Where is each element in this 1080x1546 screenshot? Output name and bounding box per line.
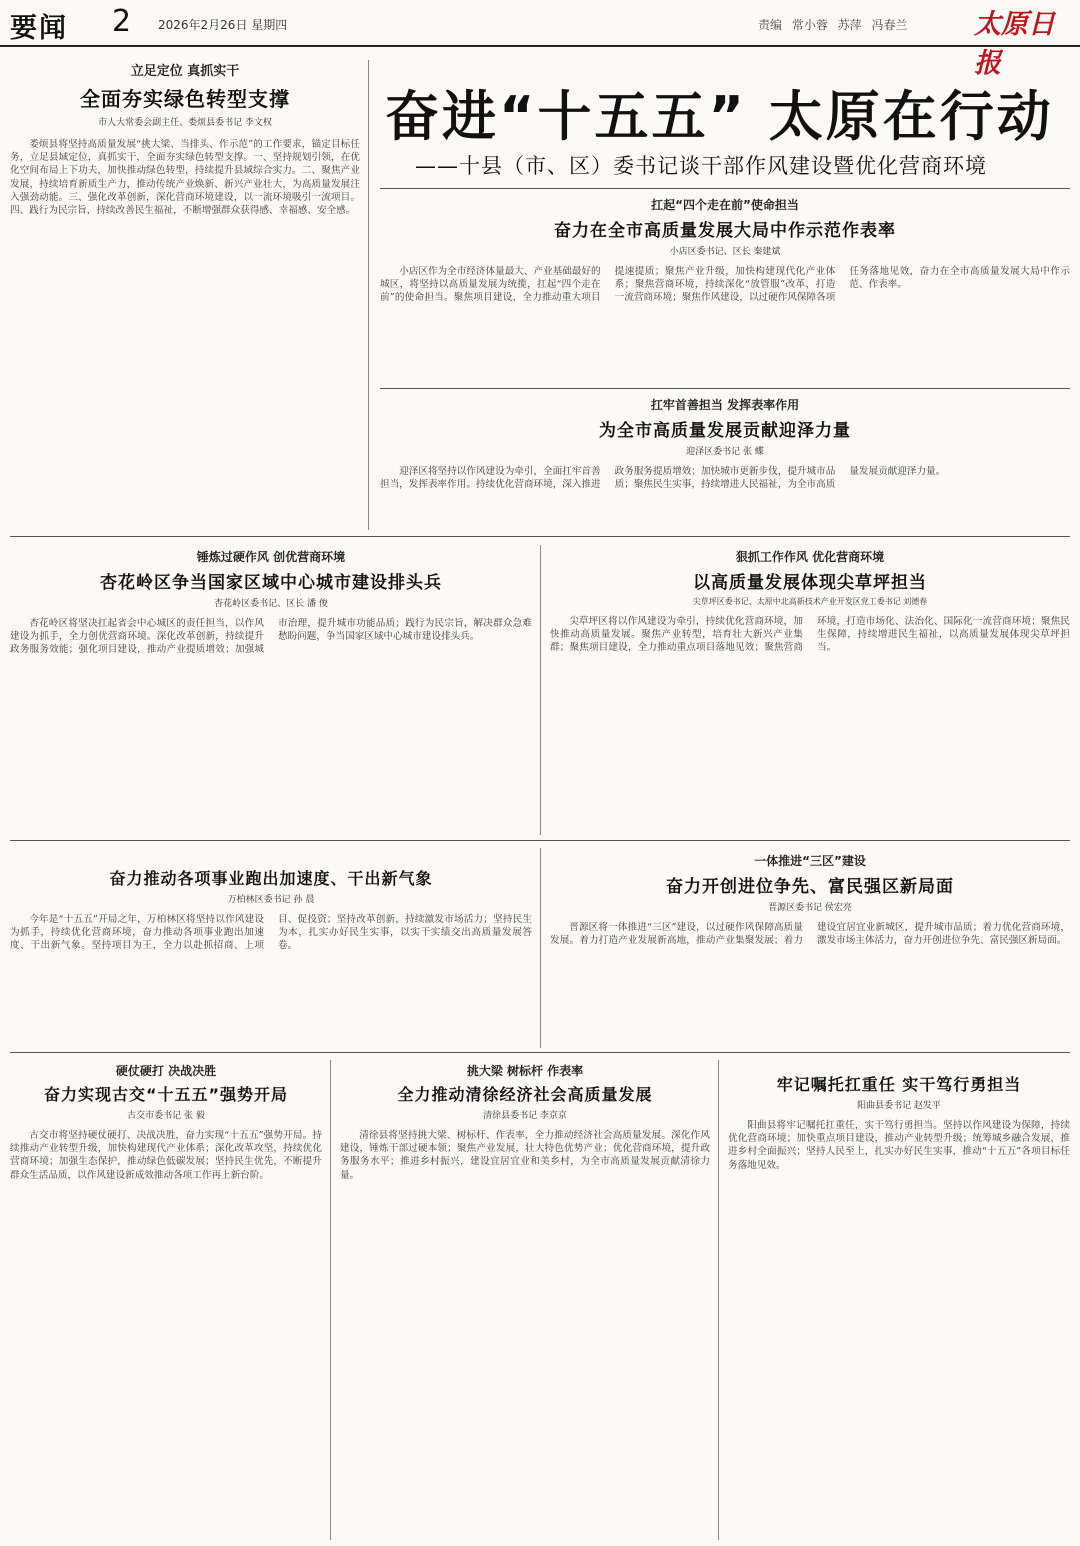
article-byline: 古交市委书记 张 毅 [127, 1111, 205, 1121]
article-kicker: 狠抓工作作风 优化营商环境 [735, 550, 885, 564]
article-headline: 牢记嘱托扛重任 实干笃行勇担当 [776, 1075, 1022, 1094]
column-divider [368, 60, 369, 530]
article-headline: 杏花岭区争当国家区域中心城市建设排头兵 [100, 573, 442, 593]
article-headline: 为全市高质量发展贡献迎泽力量 [599, 421, 851, 441]
article-byline: 杏花岭区委书记、区长 潘 俊 [214, 599, 328, 609]
column-divider [330, 1060, 331, 1540]
article-kicker: 一体推进“三区”建设 [754, 854, 866, 868]
section-divider [380, 188, 1070, 189]
article-byline: 晋源区委书记 侯宏亮 [768, 903, 852, 913]
article-kicker: 扛起“四个走在前”使命担当 [651, 198, 799, 212]
article-body: 晋源区将一体推进“三区”建设，以过硬作风保障高质量发展。着力打造产业发展新高地，推动产业集聚发展；着力建设宜居宜业新城区，提升城市品质；着力优化营商环境，激发市场主体活力，奋力开创进位争先、富民强区新局面。 [550, 922, 1070, 947]
article-qingxu [340, 1062, 710, 1538]
article-body: 小店区作为全市经济体量最大、产业基础最好的城区，将坚持以高质量发展为统揽，扛起“四个走在前”的使命担当。聚焦项目建设，全力推动重大项目提速提质；聚焦产业升级，加快构建现代化产业体系；聚焦营商环境，持续深化“放管服”改革，打造一流营商环境；聚焦作风建设，以过硬作风保障各项任务落地见效，奋力在全市高质量发展大局中作示范、作表率。 [380, 266, 1070, 304]
article-headline: 以高质量发展体现尖草坪担当 [693, 573, 927, 593]
section-divider [10, 1052, 1070, 1053]
article-body: 迎泽区将坚持以作风建设为牵引，全面扛牢首善担当，发挥表率作用。持续优化营商环境，深入推进政务服务提质增效；加快城市更新步伐，提升城市品质；聚焦民生实事，持续增进人民福祉，为全市高质量发展贡献迎泽力量。 [380, 466, 946, 491]
article-byline: 市人大常委会副主任、娄烦县委书记 李文权 [98, 118, 272, 128]
article-wanbolin [10, 852, 532, 1048]
article-kicker: 硬仗硬打 决战决胜 [115, 1064, 217, 1078]
masthead-rule [0, 45, 1080, 47]
article-byline: 尖草坪区委书记、太原中北高新技术产业开发区党工委书记 刘德春 [692, 597, 928, 606]
article-byline: 小店区委书记、区长 秦建斌 [669, 247, 781, 257]
article-headline: 奋力推动各项事业跑出加速度、干出新气象 [109, 869, 433, 888]
column-divider [718, 1060, 719, 1540]
article-body: 尖草坪区将以作风建设为牵引，持续优化营商环境，加快推动高质量发展。聚焦产业转型，培育壮大新兴产业集群；聚焦项目建设，全力推动重点项目落地见效；聚焦营商环境，打造市场化、法治化、国际化一流营商环境；聚焦民生保障，持续增进民生福祉，以高质量发展体现尖草坪担当。 [550, 616, 1070, 654]
column-divider [540, 545, 541, 835]
banner-subtitle: ——十县（市、区）委书记谈干部作风建设暨优化营商环境 [415, 154, 987, 178]
page-number: 2 [112, 4, 132, 39]
article-headline: 全面夯实绿色转型支撑 [80, 87, 290, 111]
article-body: 古交市将坚持硬仗硬打、决战决胜，奋力实现“十五五”强势开局。持续推动产业转型升级，加快构建现代产业体系；深化改革攻坚，持续优化营商环境；加强生态保护，推动绿色低碳发展；坚持民生优先，不断提升群众生活品质，以作风建设新成效推动各项工作再上新台阶。 [10, 1130, 322, 1181]
article-kicker: 立足定位 真抓实干 [130, 64, 240, 79]
article-body: 娄烦县将坚持高质量发展“挑大梁、当排头、作示范”的工作要求，锚定目标任务，立足县域定位，真抓实干，全面夯实绿色转型支撑。一、坚持规划引领，在优化空间布局上下功夫，加快推动绿色转型，持续提升县域综合实力。二、聚焦产业发展，持续培育新质生产力，推动传统产业焕新、新兴产业壮大，为高质量发展注入强劲动能。三、强化改革创新，深化营商环境建设，以一流环境吸引一流项目。四、践行为民宗旨，持续改善民生福祉，不断增强群众获得感、幸福感、安全感。 [10, 139, 360, 217]
article-byline: 清徐县委书记 李京京 [483, 1111, 567, 1121]
article-body: 阳曲县将牢记嘱托扛重任，实干笃行勇担当。坚持以作风建设为保障，持续优化营商环境；加快重点项目建设，推动产业转型升级；统筹城乡融合发展，推进乡村全面振兴；坚持人民至上，扎实办好民生实事，推动“十五五”各项目标任务落地见效。 [728, 1120, 1070, 1171]
article-headline: 奋力实现古交“十五五”强势开局 [43, 1085, 289, 1104]
section-title: 要闻 [10, 13, 68, 44]
article-headline: 奋力在全市高质量发展大局中作示范作表率 [554, 221, 896, 241]
article-yingze [380, 396, 1070, 532]
article-headline: 奋力开创进位争先、富民强区新局面 [666, 877, 954, 897]
section-divider [380, 388, 1070, 389]
article-body: 杏花岭区将坚决扛起省会中心城区的责任担当，以作风建设为抓手，全力创优营商环境。深化改革创新，持续提升政务服务效能；强化项目建设，推动产业提质增效；加强城市治理，提升城市功能品质；践行为民宗旨，解决群众急难愁盼问题，争当国家区域中心城市建设排头兵。 [10, 618, 532, 656]
banner-title: 奋进“十五五” 太原在行动 [385, 85, 1054, 148]
column-divider [540, 848, 541, 1048]
article-yangqu [728, 1062, 1070, 1538]
article-body: 今年是“十五五”开局之年，万柏林区将坚持以作风建设为抓手，持续优化营商环境，奋力推动各项事业跑出加速度、干出新气象。坚持项目为王，全力以赴抓招商、上项目、促投资；坚持改革创新，持续激发市场活力；坚持民生为本，扎实办好民生实事，以实干实绩交出高质量发展答卷。 [10, 914, 532, 952]
article-byline: 迎泽区委书记 张 蝶 [686, 447, 764, 457]
article-xinghualing [10, 548, 532, 834]
article-kicker: 挑大梁 树标杆 作表率 [466, 1064, 584, 1078]
article-xiaodian [380, 196, 1070, 384]
editors: 责编 常小蓉 苏萍 冯春兰 [758, 18, 908, 32]
article-kicker: 锤炼过硬作风 创优营商环境 [196, 550, 346, 564]
newspaper-logo: 太原日报 [974, 9, 1055, 79]
article-body: 清徐县将坚持挑大梁、树标杆、作表率，全力推动经济社会高质量发展。深化作风建设，锤炼干部过硬本领；聚焦产业发展，壮大特色优势产业；优化营商环境，提升政务服务水平；推进乡村振兴，建设宜居宜业和美乡村，为全市高质量发展贡献清徐力量。 [340, 1130, 710, 1181]
issue-date: 2026年2月26日 星期四 [158, 18, 288, 32]
article-loufan [10, 60, 360, 530]
article-byline: 阳曲县委书记 赵发平 [857, 1101, 941, 1111]
article-kicker: 扛牢首善担当 发挥表率作用 [650, 398, 800, 412]
article-jinyuan [550, 852, 1070, 1048]
article-gujiao [10, 1062, 322, 1538]
article-byline: 万柏林区委书记 孙 晨 [227, 895, 315, 905]
article-headline: 全力推动清徐经济社会高质量发展 [397, 1085, 653, 1104]
article-jiancaoping [550, 548, 1070, 834]
section-divider [10, 536, 1070, 537]
section-divider [10, 840, 1070, 841]
